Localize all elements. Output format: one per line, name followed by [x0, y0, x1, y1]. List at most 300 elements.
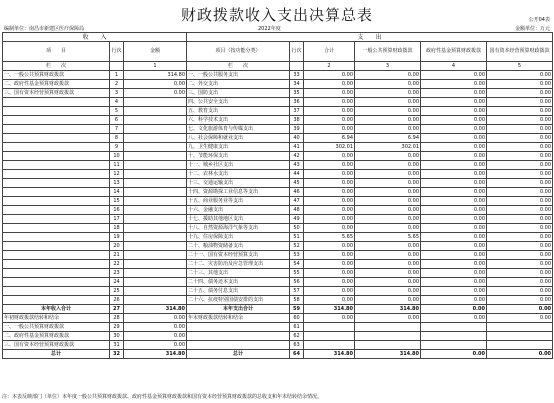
expense-gen-budget: 0.00	[355, 80, 421, 89]
expense-state-capital: 0.00	[487, 170, 553, 179]
expense-gov-fund: 0.00	[421, 80, 487, 89]
income-line: 18	[110, 224, 124, 233]
income-line: 17	[110, 215, 124, 224]
expense-state-capital: 0.00	[487, 260, 553, 269]
expense-total: 0.00	[304, 224, 355, 233]
reporting-unit: 编制单位：南昌市新建区医疗保障局	[4, 26, 85, 32]
expense-state-capital: 0.00	[487, 179, 553, 188]
expense-total	[304, 341, 355, 350]
income-line: 24	[110, 278, 124, 287]
expense-state-capital: 0.00	[487, 233, 553, 242]
expense-gen-budget: 0.00	[355, 71, 421, 80]
expense-state-capital: 0.00	[487, 89, 553, 98]
expense-gov-fund: 0.00	[421, 89, 487, 98]
income-amount	[124, 116, 187, 125]
expense-state-capital: 0.00	[487, 269, 553, 278]
income-line: 4	[110, 98, 124, 107]
expense-item: 二十四、债务还本支出	[187, 278, 290, 287]
finance-table	[2, 32, 553, 359]
expense-line: 48	[290, 206, 304, 215]
col-header-gen-budget: 一般公共预算财政拨款	[355, 42, 421, 62]
expense-gen-budget: 0.00	[355, 197, 421, 206]
income-header: 收 入	[3, 33, 187, 42]
expense-line: 47	[290, 197, 304, 206]
expense-item: 十六、金融支出	[187, 206, 290, 215]
income-item	[3, 152, 110, 161]
expense-item: 总计	[187, 350, 290, 359]
expense-line: 36	[290, 98, 304, 107]
expense-line: 59	[290, 305, 304, 314]
table-row	[3, 296, 553, 305]
expense-line: 56	[290, 278, 304, 287]
income-amount	[124, 206, 187, 215]
expense-gov-fund: 0.00	[421, 143, 487, 152]
income-item	[3, 296, 110, 305]
income-amount	[124, 233, 187, 242]
expense-gov-fund	[421, 323, 487, 332]
income-item	[3, 233, 110, 242]
expense-total: 0.00	[304, 188, 355, 197]
income-line: 16	[110, 206, 124, 215]
income-amount: 314.80	[124, 71, 187, 80]
lanci-label: 栏 次	[3, 62, 110, 71]
expense-state-capital: 0.00	[487, 161, 553, 170]
footnote: 注：本表反映部门（单位）本年度一般公共预算财政拨款、政府性基金预算财政拨款和国有资本经营预算财政拨款的总收支和年末结转结余情况。	[2, 394, 323, 400]
expense-gen-budget: 0.00	[355, 89, 421, 98]
expense-state-capital: 0.00	[487, 224, 553, 233]
expense-line: 52	[290, 242, 304, 251]
expense-state-capital: 0.00	[487, 134, 553, 143]
table-row	[3, 116, 553, 125]
expense-line: 57	[290, 287, 304, 296]
expense-item: 二十六、抗疫特别国债安排的支出	[187, 296, 290, 305]
expense-line: 40	[290, 134, 304, 143]
expense-total: 0.00	[304, 125, 355, 134]
table-row	[3, 278, 553, 287]
expense-gen-budget: 314.80	[355, 305, 421, 314]
expense-gov-fund: 0.00	[421, 305, 487, 314]
expense-line: 35	[290, 89, 304, 98]
expense-state-capital: 0.00	[487, 80, 553, 89]
income-amount	[124, 152, 187, 161]
expense-total: 0.00	[304, 89, 355, 98]
expense-state-capital: 0.00	[487, 278, 553, 287]
expense-state-capital: 0.00	[487, 242, 553, 251]
col-header-state-capital: 国有资本经营预算财政拨款	[487, 42, 553, 62]
expense-gen-budget: 0.00	[355, 242, 421, 251]
expense-gov-fund	[421, 332, 487, 341]
expense-total: 5.65	[304, 233, 355, 242]
expense-item: 十、节能环保支出	[187, 152, 290, 161]
table-row	[3, 251, 553, 260]
expense-total: 0.00	[304, 98, 355, 107]
expense-gov-fund: 0.00	[421, 215, 487, 224]
expense-gen-budget	[355, 341, 421, 350]
income-item	[3, 143, 110, 152]
income-line: 23	[110, 269, 124, 278]
expense-item: 七、文化旅游体育与传媒支出	[187, 125, 290, 134]
expense-total: 0.00	[304, 152, 355, 161]
income-line: 30	[110, 332, 124, 341]
income-line: 21	[110, 251, 124, 260]
income-item: 一、一般公共预算财政拨款	[3, 323, 110, 332]
expense-item: 十七、援助其他地区支出	[187, 215, 290, 224]
expense-gen-budget: 0.00	[355, 314, 421, 323]
income-line: 32	[110, 350, 124, 359]
income-item	[3, 278, 110, 287]
expense-total	[304, 323, 355, 332]
expense-gen-budget: 0.00	[355, 179, 421, 188]
expense-gen-budget: 0.00	[355, 296, 421, 305]
expense-state-capital: 0.00	[487, 215, 553, 224]
expense-line: 41	[290, 143, 304, 152]
expense-line: 64	[290, 350, 304, 359]
lanci-label-2: 栏 次	[187, 62, 290, 71]
expense-gen-budget	[355, 323, 421, 332]
col-header-line2: 行次	[290, 42, 304, 62]
col-number-3: 3	[355, 62, 421, 71]
income-amount: 0.00	[124, 89, 187, 98]
expense-total: 314.80	[304, 305, 355, 314]
table-row	[3, 314, 553, 323]
expense-state-capital: 0.00	[487, 197, 553, 206]
expense-item: 一、一般公共服务支出	[187, 71, 290, 80]
expense-gen-budget: 0.00	[355, 215, 421, 224]
expense-item	[187, 323, 290, 332]
expense-header: 支 出	[187, 33, 553, 42]
expense-total: 0.00	[304, 287, 355, 296]
income-item: 二、政府性基金预算财政拨款	[3, 332, 110, 341]
income-amount	[124, 242, 187, 251]
expense-gov-fund: 0.00	[421, 179, 487, 188]
table-row	[3, 332, 553, 341]
expense-line: 63	[290, 341, 304, 350]
expense-gov-fund: 0.00	[421, 197, 487, 206]
expense-gov-fund: 0.00	[421, 125, 487, 134]
expense-item: 年末财政拨款结转和结余	[187, 314, 290, 323]
expense-state-capital	[487, 332, 553, 341]
income-item	[3, 125, 110, 134]
expense-total: 0.00	[304, 314, 355, 323]
table-row	[3, 80, 553, 89]
expense-state-capital: 0.00	[487, 143, 553, 152]
expense-gov-fund: 0.00	[421, 287, 487, 296]
table-row	[3, 197, 553, 206]
expense-gov-fund: 0.00	[421, 170, 487, 179]
form-number: 公开04表	[528, 17, 550, 23]
expense-item: 二十三、其他支出	[187, 269, 290, 278]
income-item: 本年收入合计	[3, 305, 110, 314]
expense-state-capital	[487, 341, 553, 350]
table-row	[3, 179, 553, 188]
expense-line: 38	[290, 116, 304, 125]
expense-line: 62	[290, 332, 304, 341]
expense-item: 十五、商业服务业等支出	[187, 197, 290, 206]
table-row	[3, 71, 553, 80]
income-item: 三、国有资本经营预算财政拨款	[3, 341, 110, 350]
income-item	[3, 107, 110, 116]
col-header-total: 合计	[304, 42, 355, 62]
expense-gov-fund: 0.00	[421, 188, 487, 197]
expense-gov-fund: 0.00	[421, 260, 487, 269]
expense-gen-budget: 0.00	[355, 125, 421, 134]
income-line: 26	[110, 296, 124, 305]
expense-line: 49	[290, 215, 304, 224]
col-header-line: 行次	[110, 42, 124, 62]
expense-total: 0.00	[304, 116, 355, 125]
expense-total: 0.00	[304, 260, 355, 269]
income-item	[3, 215, 110, 224]
col-number-4: 4	[421, 62, 487, 71]
income-item: 总计	[3, 350, 110, 359]
income-amount	[124, 188, 187, 197]
income-amount	[124, 269, 187, 278]
expense-state-capital: 0.00	[487, 287, 553, 296]
table-row	[3, 134, 553, 143]
income-item	[3, 134, 110, 143]
expense-item: 十三、交通运输支出	[187, 179, 290, 188]
expense-gov-fund: 0.00	[421, 224, 487, 233]
income-line: 31	[110, 341, 124, 350]
table-row	[3, 89, 553, 98]
table-row	[3, 323, 553, 332]
expense-line: 60	[290, 314, 304, 323]
expense-line: 45	[290, 179, 304, 188]
expense-state-capital: 0.00	[487, 98, 553, 107]
expense-line: 39	[290, 125, 304, 134]
expense-gen-budget: 0.00	[355, 206, 421, 215]
expense-gov-fund: 0.00	[421, 296, 487, 305]
income-line: 14	[110, 188, 124, 197]
expense-gen-budget: 0.00	[355, 170, 421, 179]
expense-gov-fund: 0.00	[421, 242, 487, 251]
income-line: 8	[110, 134, 124, 143]
expense-gen-budget: 0.00	[355, 188, 421, 197]
income-item: 三、国有资本经营预算财政拨款	[3, 89, 110, 98]
expense-gov-fund: 0.00	[421, 152, 487, 161]
income-amount: 314.80	[124, 305, 187, 314]
expense-total: 0.00	[304, 206, 355, 215]
expense-state-capital: 0.00	[487, 125, 553, 134]
expense-total: 302.01	[304, 143, 355, 152]
income-line: 5	[110, 107, 124, 116]
col-header-gov-fund: 政府性基金预算财政拨款	[421, 42, 487, 62]
table-row	[3, 98, 553, 107]
table-row	[3, 269, 553, 278]
income-line: 10	[110, 152, 124, 161]
income-amount: 0.00	[124, 341, 187, 350]
expense-gov-fund: 0.00	[421, 269, 487, 278]
expense-gen-budget: 302.01	[355, 143, 421, 152]
income-item	[3, 260, 110, 269]
income-item	[3, 224, 110, 233]
income-item	[3, 116, 110, 125]
income-amount	[124, 98, 187, 107]
income-amount	[124, 179, 187, 188]
expense-total: 0.00	[304, 296, 355, 305]
table-row	[3, 161, 553, 170]
expense-gen-budget: 0.00	[355, 107, 421, 116]
table-row	[3, 188, 553, 197]
expense-gov-fund: 0.00	[421, 116, 487, 125]
expense-gov-fund: 0.00	[421, 278, 487, 287]
expense-line: 46	[290, 188, 304, 197]
table-row	[3, 341, 553, 350]
income-amount: 0.00	[124, 80, 187, 89]
income-amount	[124, 287, 187, 296]
income-item	[3, 269, 110, 278]
income-item	[3, 251, 110, 260]
expense-total: 0.00	[304, 278, 355, 287]
expense-total: 0.00	[304, 269, 355, 278]
table-row	[3, 206, 553, 215]
income-item	[3, 206, 110, 215]
expense-item: 二十五、债务付息支出	[187, 287, 290, 296]
expense-line: 42	[290, 152, 304, 161]
income-amount	[124, 170, 187, 179]
table-row	[3, 215, 553, 224]
expense-gen-budget: 0.00	[355, 287, 421, 296]
expense-line: 50	[290, 224, 304, 233]
col-number-1: 1	[124, 62, 187, 71]
income-line: 13	[110, 179, 124, 188]
expense-state-capital: 0.00	[487, 350, 553, 359]
income-item	[3, 188, 110, 197]
income-amount	[124, 278, 187, 287]
expense-line: 37	[290, 107, 304, 116]
expense-item: 十八、自然资源海洋气象等支出	[187, 224, 290, 233]
expense-item: 二十二、灾害防治及应急管理支出	[187, 260, 290, 269]
expense-gen-budget: 0.00	[355, 260, 421, 269]
expense-line: 58	[290, 296, 304, 305]
expense-gov-fund: 0.00	[421, 314, 487, 323]
expense-total: 0.00	[304, 80, 355, 89]
income-amount: 314.80	[124, 350, 187, 359]
expense-item: 本年支出合计	[187, 305, 290, 314]
expense-item: 三、国防支出	[187, 89, 290, 98]
income-line: 9	[110, 143, 124, 152]
expense-line: 61	[290, 323, 304, 332]
expense-state-capital: 0.00	[487, 305, 553, 314]
report-year: 2022年度	[258, 26, 281, 32]
table-row	[3, 242, 553, 251]
expense-gov-fund: 0.00	[421, 134, 487, 143]
table-row	[3, 152, 553, 161]
expense-line: 54	[290, 260, 304, 269]
expense-state-capital: 0.00	[487, 206, 553, 215]
table-row	[3, 170, 553, 179]
expense-gov-fund	[421, 341, 487, 350]
expense-gen-budget: 0.00	[355, 269, 421, 278]
expense-item: 五、教育支出	[187, 107, 290, 116]
expense-item	[187, 332, 290, 341]
expense-total: 0.00	[304, 179, 355, 188]
income-amount	[124, 161, 187, 170]
expense-item: 二十、粮油物资储备支出	[187, 242, 290, 251]
expense-total: 0.00	[304, 215, 355, 224]
income-line: 29	[110, 323, 124, 332]
expense-gov-fund: 0.00	[421, 98, 487, 107]
income-amount	[124, 224, 187, 233]
income-amount	[124, 296, 187, 305]
expense-total: 6.94	[304, 134, 355, 143]
income-item	[3, 170, 110, 179]
expense-item: 二十一、国有资本经营预算支出	[187, 251, 290, 260]
expense-line: 51	[290, 233, 304, 242]
expense-gen-budget: 0.00	[355, 152, 421, 161]
expense-gen-budget: 0.00	[355, 251, 421, 260]
income-item: 一、一般公共预算财政拨款	[3, 71, 110, 80]
expense-gov-fund: 0.00	[421, 233, 487, 242]
expense-gen-budget: 0.00	[355, 224, 421, 233]
expense-line: 33	[290, 71, 304, 80]
expense-gov-fund: 0.00	[421, 350, 487, 359]
money-unit: 金额单位：万元	[514, 26, 550, 32]
expense-item: 四、公共安全支出	[187, 98, 290, 107]
expense-item: 八、社会保障和就业支出	[187, 134, 290, 143]
expense-gen-budget: 6.94	[355, 134, 421, 143]
expense-item: 十二、农林水支出	[187, 170, 290, 179]
expense-total: 0.00	[304, 107, 355, 116]
expense-total: 0.00	[304, 197, 355, 206]
table-row	[3, 350, 553, 359]
expense-gen-budget: 0.00	[355, 161, 421, 170]
expense-line: 34	[290, 80, 304, 89]
expense-item: 九、卫生健康支出	[187, 143, 290, 152]
expense-total: 314.80	[304, 350, 355, 359]
income-amount: 0.00	[124, 314, 187, 323]
income-line: 7	[110, 125, 124, 134]
expense-gov-fund: 0.00	[421, 71, 487, 80]
expense-state-capital: 0.00	[487, 116, 553, 125]
income-line: 19	[110, 233, 124, 242]
expense-gen-budget: 0.00	[355, 98, 421, 107]
income-item	[3, 197, 110, 206]
expense-gov-fund: 0.00	[421, 206, 487, 215]
expense-item: 十九、住房保障支出	[187, 233, 290, 242]
expense-state-capital: 0.00	[487, 296, 553, 305]
income-line: 2	[110, 80, 124, 89]
expense-state-capital: 0.00	[487, 314, 553, 323]
income-line: 11	[110, 161, 124, 170]
income-item: 年初财政拨款结转和结余	[3, 314, 110, 323]
income-amount	[124, 125, 187, 134]
income-line: 28	[110, 314, 124, 323]
income-line: 27	[110, 305, 124, 314]
expense-item	[187, 341, 290, 350]
expense-line: 53	[290, 251, 304, 260]
expense-item: 六、科学技术支出	[187, 116, 290, 125]
income-line: 1	[110, 71, 124, 80]
expense-state-capital: 0.00	[487, 152, 553, 161]
col-header-item-func: 项目（按功能分类）	[187, 42, 290, 62]
expense-gen-budget: 0.00	[355, 116, 421, 125]
table-row	[3, 125, 553, 134]
income-amount	[124, 143, 187, 152]
expense-state-capital	[487, 323, 553, 332]
income-line: 12	[110, 170, 124, 179]
expense-gov-fund: 0.00	[421, 107, 487, 116]
expense-total	[304, 332, 355, 341]
income-amount: 0.00	[124, 323, 187, 332]
income-amount: 0.00	[124, 332, 187, 341]
table-row	[3, 143, 553, 152]
expense-gen-budget: 5.65	[355, 233, 421, 242]
income-item	[3, 98, 110, 107]
expense-gen-budget: 314.80	[355, 350, 421, 359]
income-amount	[124, 215, 187, 224]
col-number-5: 5	[487, 62, 553, 71]
